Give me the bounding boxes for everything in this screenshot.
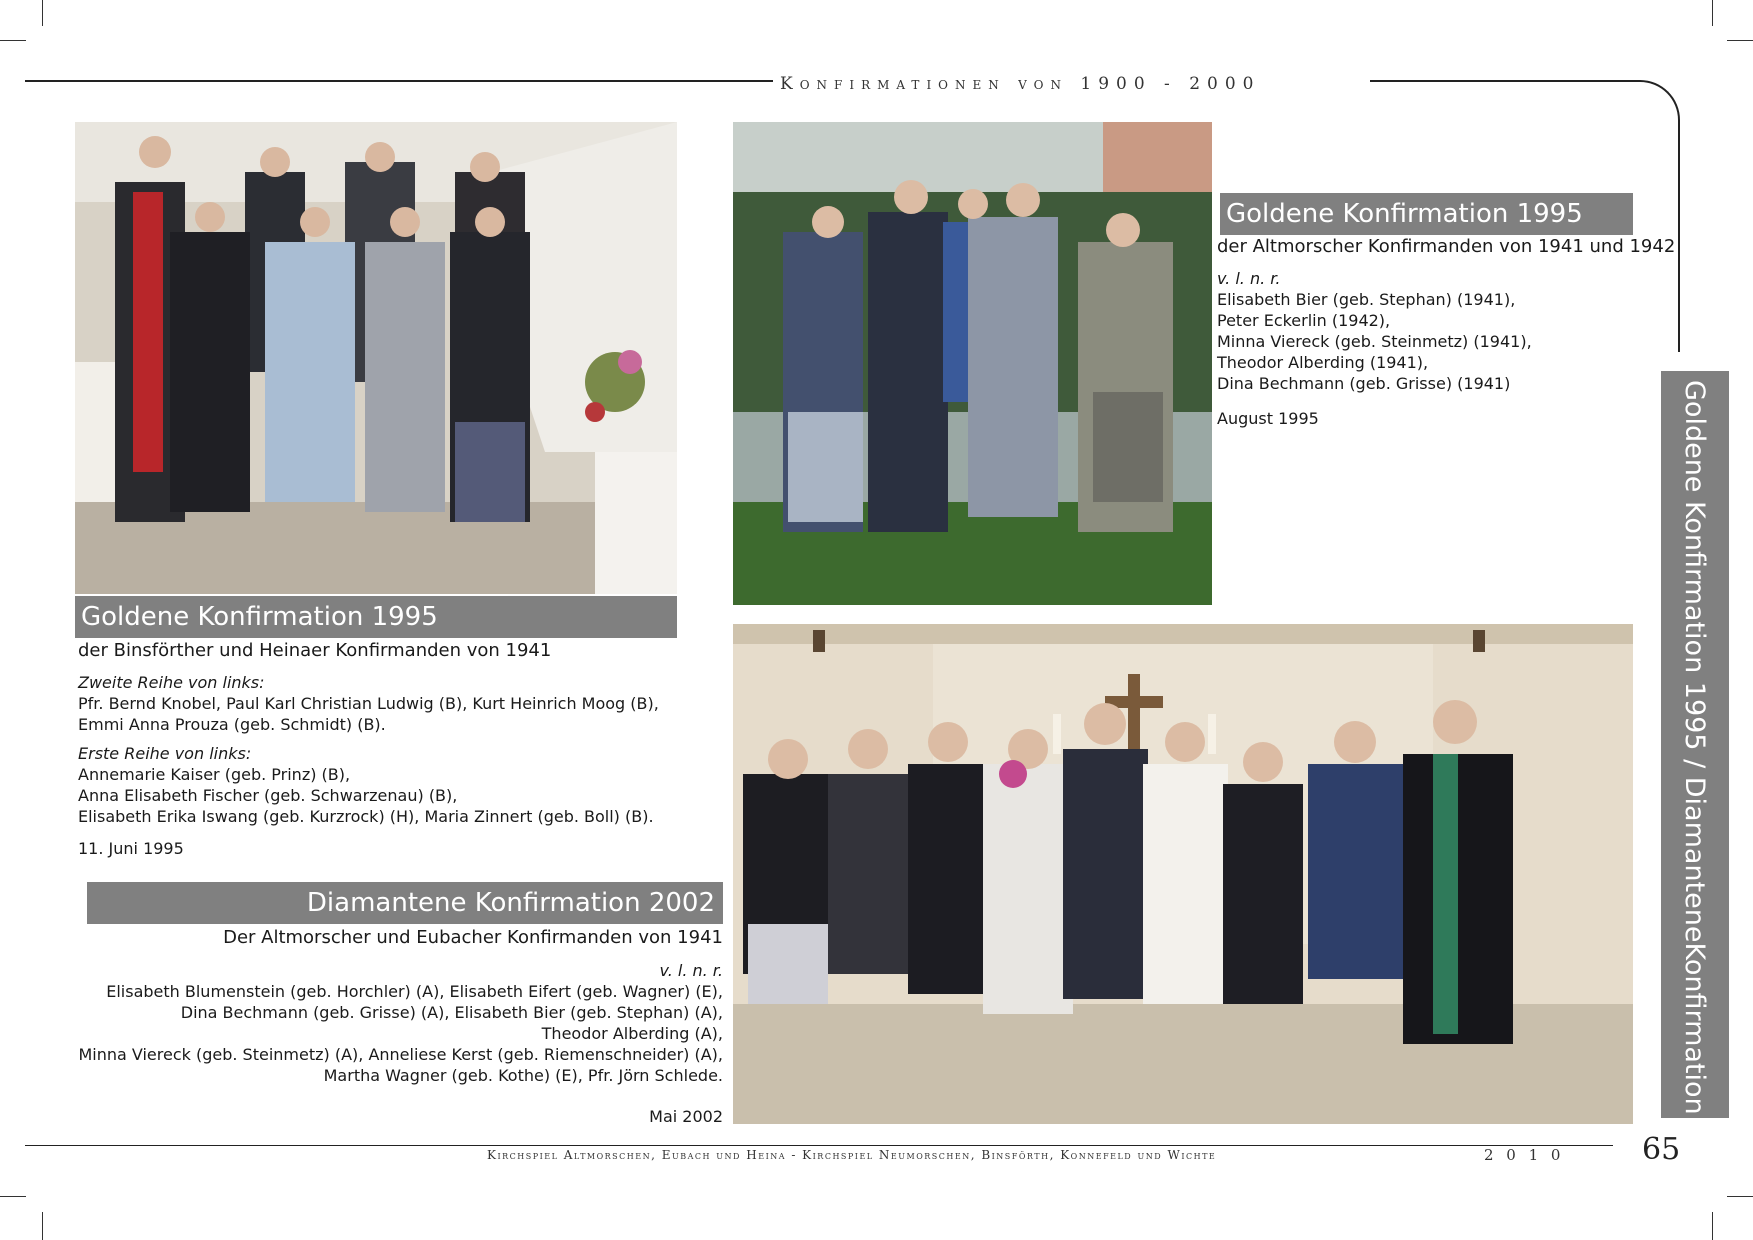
header-rule-right xyxy=(1370,80,1622,82)
caption-bar-diamantene-2002 xyxy=(87,882,723,924)
caption-subtitle: Der Altmorscher und Eubacher Konfirmanden von 1941 xyxy=(223,927,723,948)
names-line: Elisabeth Blumenstein (geb. Horchler) (A), Elisabeth Eifert (geb. Wagner) (E), xyxy=(106,982,723,1001)
names-line: Peter Eckerlin (1942), xyxy=(1217,311,1391,330)
caption-bar-goldene-1995-altmorschen xyxy=(1220,193,1633,235)
caption-subtitle: der Altmorscher Konfirmanden von 1941 und 1942 xyxy=(1217,236,1676,257)
photo-goldene-konfirmation-altmorschen xyxy=(733,122,1212,605)
footer-rule xyxy=(25,1145,1613,1146)
crop-mark xyxy=(42,0,43,26)
names-line: Emmi Anna Prouza (geb. Schmidt) (B). xyxy=(78,715,386,734)
caption-date: August 1995 xyxy=(1217,409,1319,428)
caption-title: Diamantene Konfirmation 2002 xyxy=(306,888,715,918)
caption-date: 11. Juni 1995 xyxy=(78,839,184,858)
header-title: Konfirmationen von 1900 - 2000 xyxy=(780,74,1261,94)
names-line: Minna Viereck (geb. Steinmetz) (1941), xyxy=(1217,332,1532,351)
crop-mark xyxy=(42,1212,43,1240)
crop-mark xyxy=(1712,1212,1713,1240)
footer-year: 2 0 1 0 xyxy=(1484,1146,1565,1164)
names-line: Elisabeth Erika Iswang (geb. Kurzrock) (H), Maria Zinnert (geb. Boll) (B). xyxy=(78,807,654,826)
names-line: Annemarie Kaiser (geb. Prinz) (B), xyxy=(78,765,351,784)
names-line: Theodor Alberding (1941), xyxy=(1217,353,1429,372)
header-rule-left xyxy=(25,80,773,82)
names-line: Pfr. Bernd Knobel, Paul Karl Christian Ludwig (B), Kurt Heinrich Moog (B), xyxy=(78,694,659,713)
photo-goldene-konfirmation-binsfoerth xyxy=(75,122,677,594)
row-heading: Zweite Reihe von links: xyxy=(78,673,265,692)
caption-bar-goldene-1995-binsfoerth xyxy=(75,596,677,638)
crop-mark xyxy=(1727,40,1753,41)
crop-mark xyxy=(1727,1196,1753,1197)
caption-subtitle: der Binsförther und Heinaer Konfirmanden von 1941 xyxy=(78,640,552,661)
caption-title: Goldene Konfirmation 1995 xyxy=(1226,199,1583,229)
crop-mark xyxy=(1712,0,1713,26)
sidebar-section-title: Goldene Konfirmation 1995 / DiamanteneKonfirmation 2002 xyxy=(1679,380,1710,1192)
footer-parishes: Kirchspiel Altmorschen, Eubach und Heina - Kirchspiel Neumorschen, Binsförth, Konnefeld und Wichte xyxy=(487,1148,1217,1162)
names-line: Dina Bechmann (geb. Grisse) (1941) xyxy=(1217,374,1511,393)
crop-mark xyxy=(0,1196,26,1197)
names-line: Martha Wagner (geb. Kothe) (E), Pfr. Jörn Schlede. xyxy=(323,1066,723,1085)
names-line: Elisabeth Bier (geb. Stephan) (1941), xyxy=(1217,290,1516,309)
crop-mark xyxy=(0,40,26,41)
vlnr-label: v. l. n. r. xyxy=(1217,269,1281,288)
names-line: Anna Elisabeth Fischer (geb. Schwarzenau) (B), xyxy=(78,786,458,805)
vlnr-label: v. l. n. r. xyxy=(659,961,723,980)
page-number: 65 xyxy=(1642,1132,1681,1167)
names-line: Minna Viereck (geb. Steinmetz) (A), Anneliese Kerst (geb. Riemenschneider) (A), xyxy=(78,1045,723,1064)
caption-date: Mai 2002 xyxy=(649,1107,723,1126)
caption-title: Goldene Konfirmation 1995 xyxy=(81,602,438,632)
photo-diamantene-konfirmation xyxy=(733,624,1633,1124)
names-line: Dina Bechmann (geb. Grisse) (A), Elisabeth Bier (geb. Stephan) (A), xyxy=(180,1003,723,1022)
names-line: Theodor Alberding (A), xyxy=(541,1024,723,1043)
row-heading: Erste Reihe von links: xyxy=(78,744,252,763)
